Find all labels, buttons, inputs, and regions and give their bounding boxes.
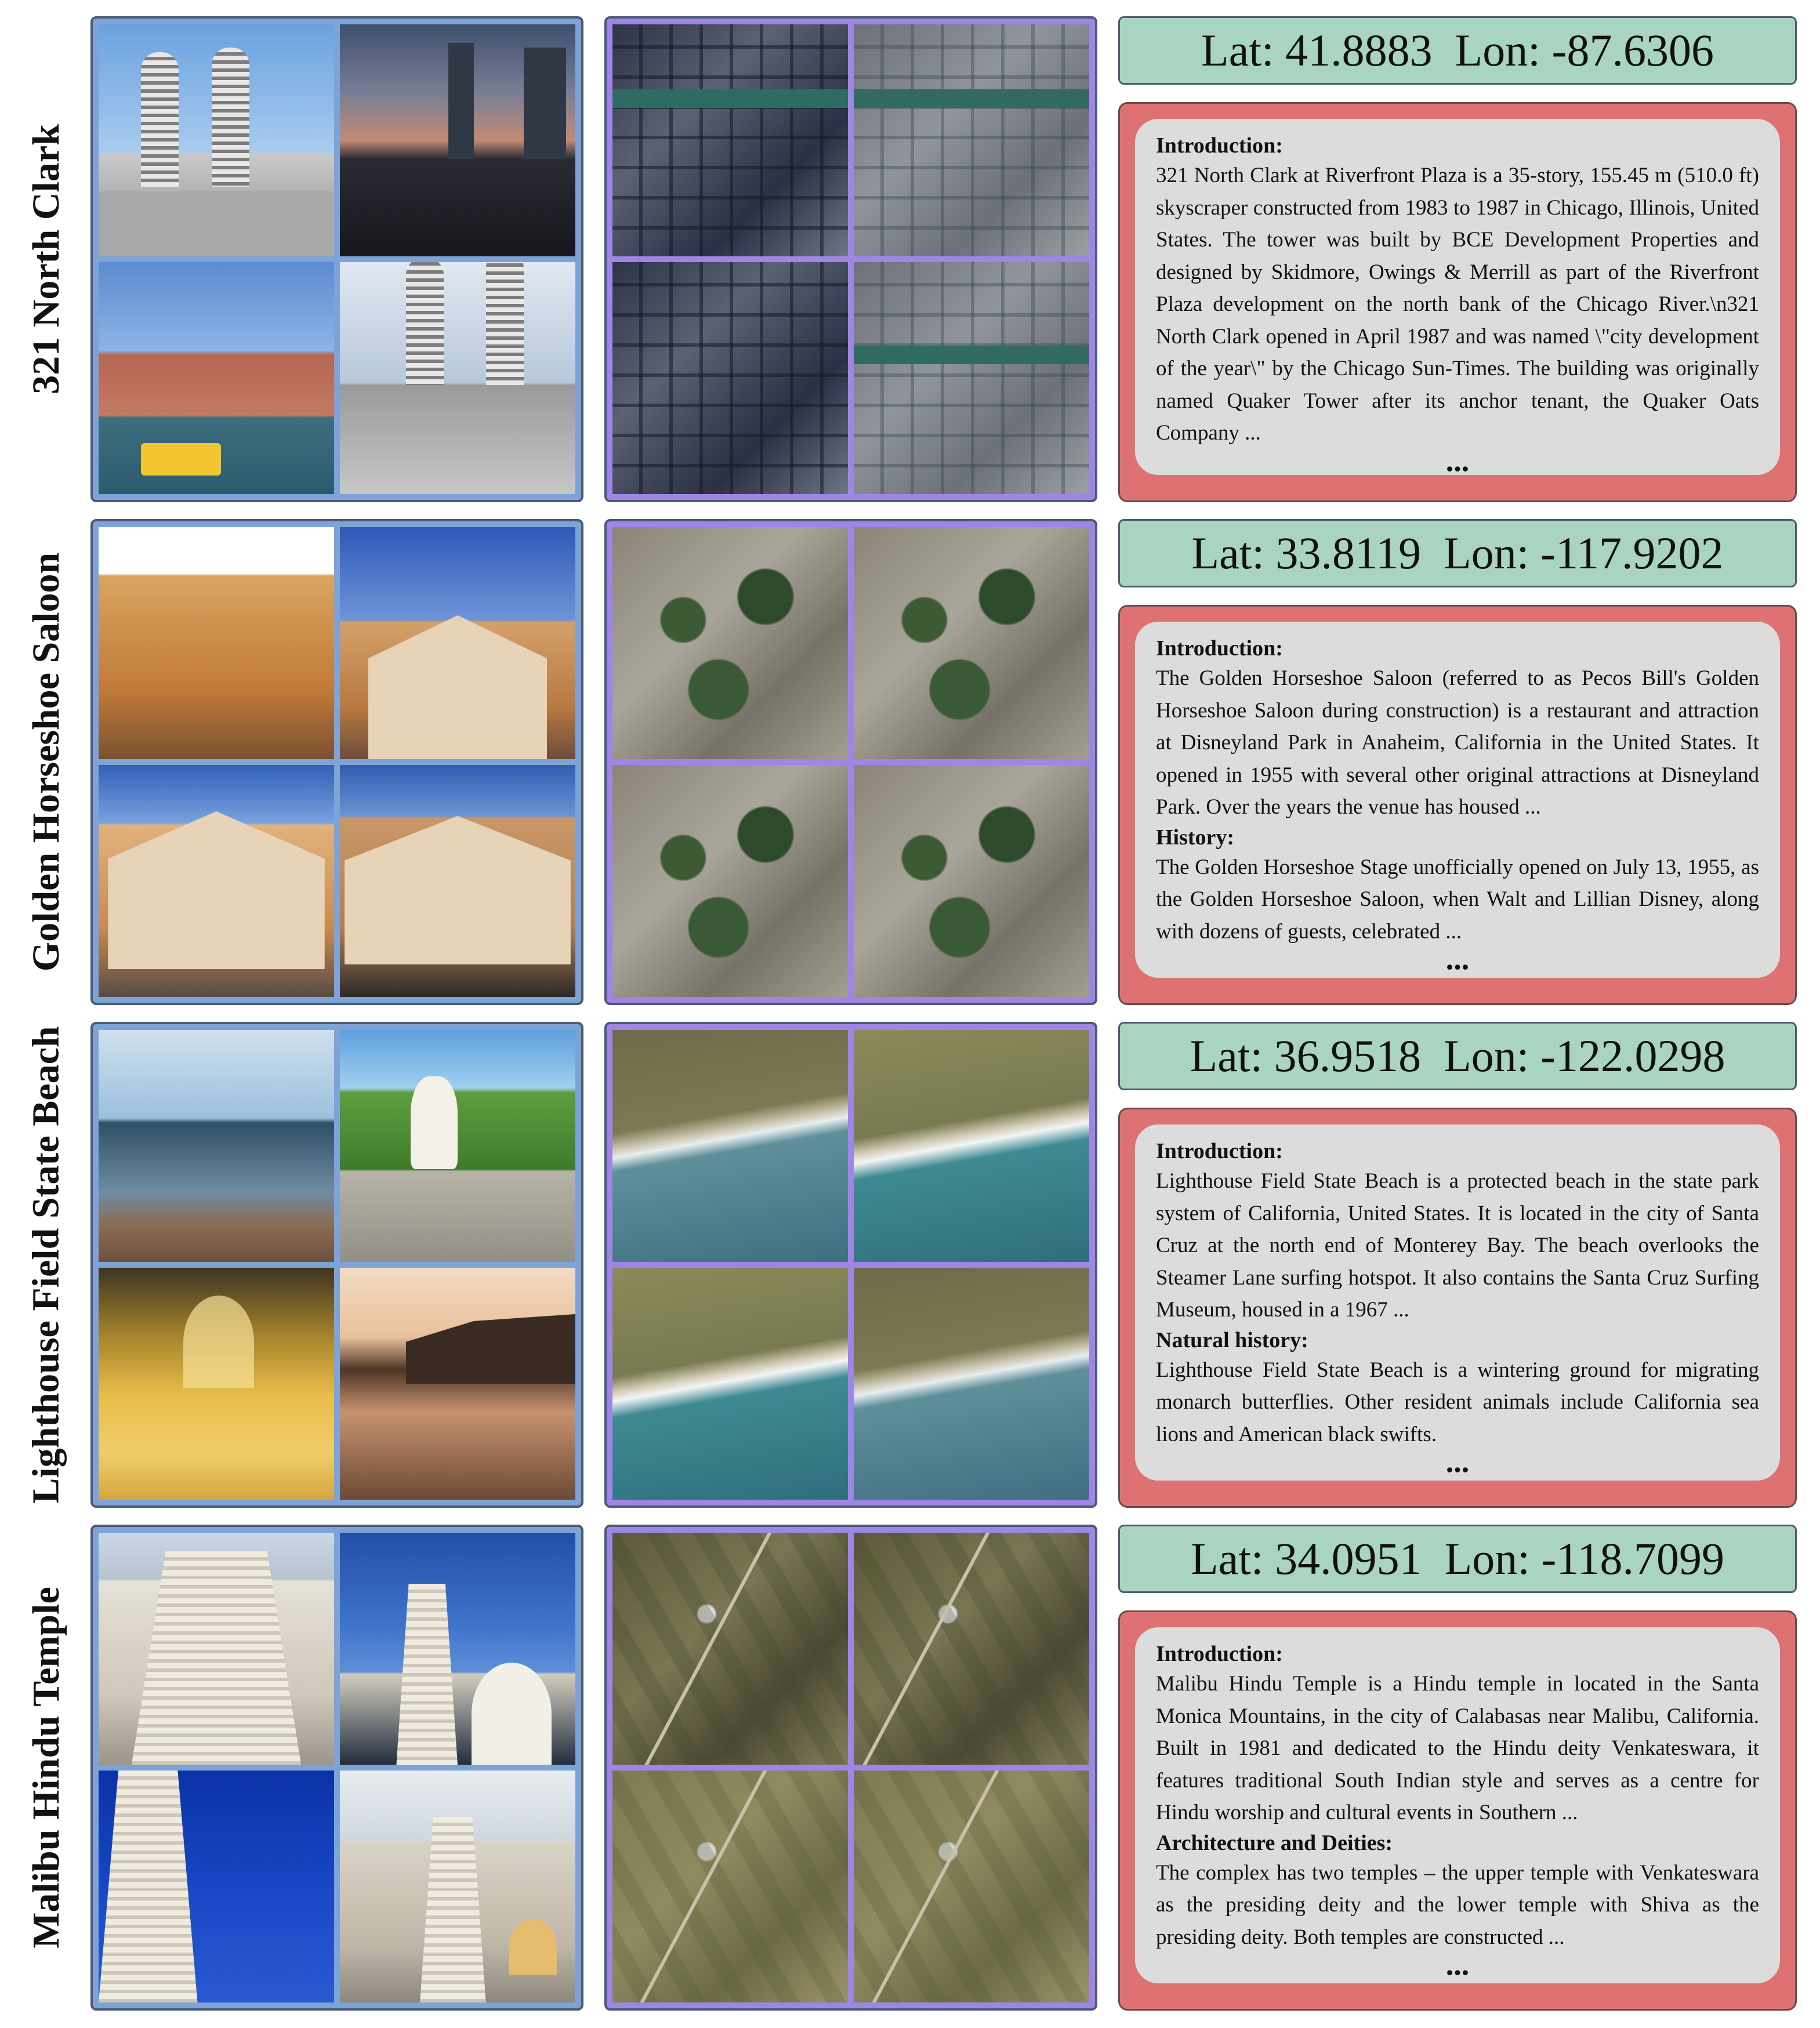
landmark-row <box>0 519 1820 1005</box>
description-bubble <box>1118 1108 1797 1508</box>
satellite-image <box>612 1533 848 1765</box>
coordinates-label: Lat: 36.9518 Lon: -122.0298 <box>1118 1022 1797 1090</box>
landmark-row <box>0 16 1820 502</box>
description-text-area <box>1135 1124 1780 1481</box>
street-photo <box>340 527 575 759</box>
street-photo <box>340 262 575 494</box>
satellite-image <box>612 1030 848 1262</box>
satellite-image <box>854 765 1089 997</box>
street-photo <box>340 1268 575 1500</box>
satellite-image <box>612 24 848 256</box>
satellite-image <box>612 262 848 494</box>
landmark-row <box>0 1525 1820 2011</box>
section-heading: Introduction: <box>1156 1139 1283 1163</box>
satellite-image <box>854 1268 1089 1500</box>
satellite-image <box>854 1030 1089 1262</box>
section-heading: Introduction: <box>1156 133 1283 158</box>
street-photo-grid <box>90 1525 583 2011</box>
coordinates-label: Lat: 41.8883 Lon: -87.6306 <box>1118 16 1797 85</box>
landmark-title: Lighthouse Field State Beach <box>25 1026 68 1504</box>
street-photo-grid <box>90 519 583 1005</box>
section-text: Lighthouse Field State Beach is a protected beach in the state park system of California, United States. It is located in the city of Santa Cruz at the north end of Monterey Bay. The beach overlooks the Steamer Lane surfing hotspot. It also contains the Santa Cruz Surfing Museum, housed in a 1967 ... <box>1156 1169 1759 1322</box>
coordinates-label: Lat: 33.8119 Lon: -117.9202 <box>1118 519 1797 587</box>
landmark-title: Malibu Hindu Temple <box>25 1587 67 1949</box>
satellite-image <box>854 24 1089 256</box>
satellite-image-grid <box>604 16 1097 502</box>
speech-tail <box>1191 471 1231 475</box>
coordinates-label: Lat: 34.0951 Lon: -118.7099 <box>1118 1525 1797 1593</box>
section-text: The Golden Horseshoe Stage unofficially opened on July 13, 1955, as the Golden Horseshoe Saloon, when Walt and Lillian Disney, along with dozens of guests, celebrated ... <box>1156 855 1759 944</box>
section-heading: Introduction: <box>1156 1642 1283 1666</box>
street-photo <box>99 527 334 759</box>
street-photo <box>99 765 334 997</box>
satellite-image <box>612 1771 848 2002</box>
street-photo-grid <box>90 1022 583 1508</box>
landmark-title: 321 North Clark <box>25 124 67 394</box>
street-photo <box>99 1533 334 1765</box>
speech-tail <box>1191 1477 1231 1481</box>
section-heading: Architecture and Deities: <box>1156 1830 1393 1855</box>
satellite-image-grid <box>604 1022 1097 1508</box>
speech-tail <box>1191 974 1231 978</box>
section-heading: Introduction: <box>1156 636 1283 661</box>
street-photo <box>99 1771 334 2002</box>
street-photo <box>340 1533 575 1765</box>
description-text-area <box>1135 622 1780 978</box>
street-photo <box>99 1030 334 1262</box>
street-photo <box>340 1771 575 2002</box>
landmark-title-container <box>17 1525 75 2011</box>
street-photo-grid <box>90 16 583 502</box>
speech-tail <box>1191 1980 1231 1983</box>
section-text: Malibu Hindu Temple is a Hindu temple in located in the Santa Monica Mountains, in the city of Calabasas near Malibu, California. Built in 1981 and dedicated to the Hindu deity Venkateswara, it features traditional South Indian style and serves as a centre for Hindu worship and cultural events in Southern ... <box>1156 1672 1759 1824</box>
street-photo <box>99 24 334 256</box>
more-ellipsis: ... <box>1445 442 1470 475</box>
more-ellipsis: ... <box>1445 1947 1470 1982</box>
description-text-area <box>1135 1627 1780 1983</box>
satellite-image-grid <box>604 519 1097 1005</box>
section-text: Lighthouse Field State Beach is a wintering ground for migrating monarch butterflies. Other resident animals include California sea lions and American black swifts. <box>1156 1358 1759 1446</box>
landmark-title-container <box>17 1022 75 1508</box>
street-photo <box>340 24 575 256</box>
description-text-area <box>1135 119 1780 475</box>
section-heading: Natural history: <box>1156 1327 1308 1352</box>
landmark-title: Golden Horseshoe Saloon <box>25 552 67 972</box>
satellite-image <box>854 527 1089 759</box>
section-heading: History: <box>1156 825 1235 850</box>
more-ellipsis: ... <box>1445 941 1470 976</box>
landmark-title-container <box>17 519 75 1005</box>
description-bubble <box>1118 1610 1797 2011</box>
description-bubble <box>1118 102 1797 502</box>
satellite-image-grid <box>604 1525 1097 2011</box>
satellite-image <box>612 527 848 759</box>
satellite-image <box>854 1533 1089 1765</box>
landmark-row <box>0 1022 1820 1508</box>
satellite-image <box>612 1268 848 1500</box>
section-text: The complex has two temples – the upper temple with Venkateswara as the presiding deity and the lower temple with Shiva as the presiding deity. Both temples are constructed ... <box>1156 1860 1759 1949</box>
description-bubble <box>1118 605 1797 1005</box>
more-ellipsis: ... <box>1445 1444 1470 1479</box>
satellite-image <box>854 262 1089 494</box>
street-photo <box>340 765 575 997</box>
satellite-image <box>854 1771 1089 2002</box>
section-text: 321 North Clark at Riverfront Plaza is a 35-story, 155.45 m (510.0 ft) skyscraper constructed from 1983 to 1987 in Chicago, Illinois, United States. The tower was built by BCE Development Properties and designed by Skidmore, Owings & Merrill as part of the Riverfront Plaza development on the north bank of the Chicago River.\n321 North Clark opened in April 1987 and was named \"city development of the year\" by the Chicago Sun-Times. The building was originally named Quaker Tower after its anchor tenant, the Quaker Oats Company ... <box>1156 164 1759 445</box>
street-photo <box>99 262 334 494</box>
landmark-title-container <box>17 16 75 502</box>
satellite-image <box>612 765 848 997</box>
street-photo <box>340 1030 575 1262</box>
section-text: The Golden Horseshoe Saloon (referred to as Pecos Bill's Golden Horseshoe Saloon during construction) is a restaurant and attraction at Disneyland Park in Anaheim, California in the United States. It opened in 1955 with several other original attractions at Disneyland Park. Over the years the venue has housed ... <box>1156 666 1759 819</box>
street-photo <box>99 1268 334 1500</box>
